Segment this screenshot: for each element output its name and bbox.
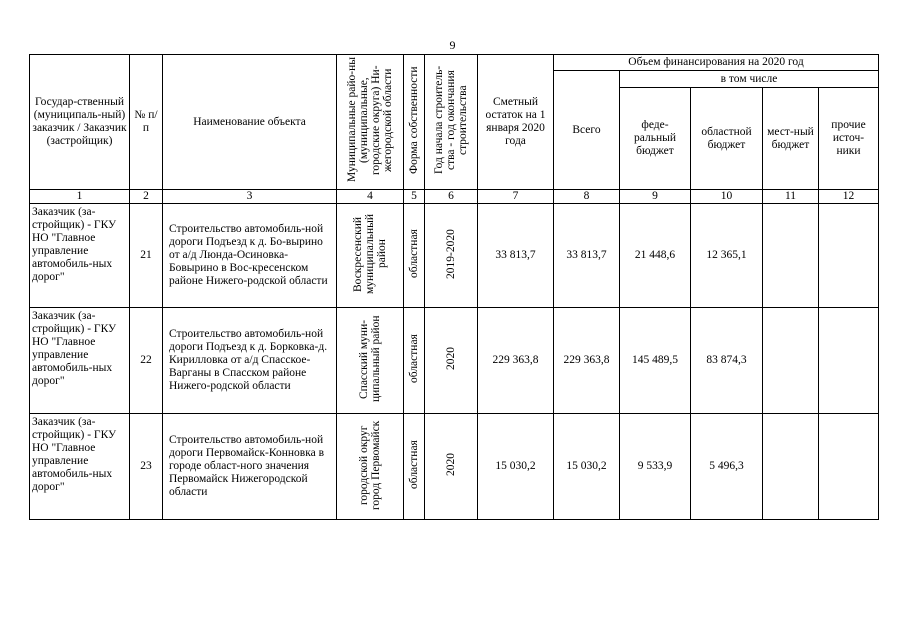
object-cell: Строительство автомобиль-ной дороги Подъезд к д. Бо-вырино от а/д Люнда-Осиновка-Бовырино в Вос-кресенском районе Нижего-родской области [163, 204, 337, 308]
object-cell: Строительство автомобиль-ной дороги Подъезд к д. Борковка-д. Кирилловка от а/д Спасское-Варганы в Спасском районе Нижего-родской области [163, 308, 337, 414]
ownership-cell: областная [404, 204, 425, 308]
local-cell [763, 204, 819, 308]
column-number: 6 [425, 190, 478, 204]
municipality-cell: Воскресенский муниципальный район [337, 204, 404, 308]
header-including: в том числе [620, 71, 879, 88]
header-municipality: Муниципальные райо-ны (муниципальные, городские округа) Ни-жегородской области [337, 55, 404, 190]
header-federal: феде-ральный бюджет [620, 88, 691, 190]
header-other: прочие источ-ники [819, 88, 879, 190]
local-cell [763, 414, 819, 520]
total-cell: 229 363,8 [554, 308, 620, 414]
years-cell: 2019-2020 [425, 204, 478, 308]
total-cell: 15 030,2 [554, 414, 620, 520]
estimate-cell: 229 363,8 [478, 308, 554, 414]
header-financing: Объем финансирования на 2020 год [554, 55, 879, 71]
federal-cell: 21 448,6 [620, 204, 691, 308]
federal-cell: 9 533,9 [620, 414, 691, 520]
regional-cell: 83 874,3 [691, 308, 763, 414]
column-number: 7 [478, 190, 554, 204]
column-number: 12 [819, 190, 879, 204]
municipality-cell: Спасский муни-ципальный район [337, 308, 404, 414]
other-cell [819, 308, 879, 414]
header-object-name: Наименование объекта [163, 55, 337, 190]
other-cell [819, 204, 879, 308]
table-row [30, 414, 879, 520]
table-row [30, 204, 879, 308]
header-row-1 [30, 55, 879, 71]
column-number: 8 [554, 190, 620, 204]
estimate-cell: 33 813,7 [478, 204, 554, 308]
header-customer: Государ-ственный (муниципаль-ный) заказчик / Заказчик (застройщик) [30, 55, 130, 190]
column-number: 11 [763, 190, 819, 204]
column-numbers-row [30, 190, 879, 204]
ownership-cell: областная [404, 308, 425, 414]
estimate-cell: 15 030,2 [478, 414, 554, 520]
header-total: Всего [554, 71, 620, 190]
customer-cell: Заказчик (за-стройщик) - ГКУ НО "Главное управление автомобиль-ных дорог" [30, 204, 130, 308]
years-cell: 2020 [425, 308, 478, 414]
local-cell [763, 308, 819, 414]
num-cell: 23 [130, 414, 163, 520]
header-ownership: Форма собственности [404, 55, 425, 190]
municipality-cell: городской округ город Первомайск [337, 414, 404, 520]
financing-table [29, 54, 879, 520]
customer-cell: Заказчик (за-стройщик) - ГКУ НО "Главное управление автомобиль-ных дорог" [30, 308, 130, 414]
table-row [30, 308, 879, 414]
years-cell: 2020 [425, 414, 478, 520]
customer-cell: Заказчик (за-стройщик) - ГКУ НО "Главное управление автомобиль-ных дорог" [30, 414, 130, 520]
column-number: 10 [691, 190, 763, 204]
total-cell: 33 813,7 [554, 204, 620, 308]
header-num: № п/п [130, 55, 163, 190]
column-number: 3 [163, 190, 337, 204]
column-number: 5 [404, 190, 425, 204]
header-regional: областной бюджет [691, 88, 763, 190]
other-cell [819, 414, 879, 520]
header-estimate: Сметный остаток на 1 января 2020 года [478, 55, 554, 190]
page-number: 9 [449, 38, 456, 52]
regional-cell: 5 496,3 [691, 414, 763, 520]
num-cell: 21 [130, 204, 163, 308]
column-number: 2 [130, 190, 163, 204]
regional-cell: 12 365,1 [691, 204, 763, 308]
num-cell: 22 [130, 308, 163, 414]
object-cell: Строительство автомобиль-ной дороги Первомайск-Конновка в городе област-ного значения Первомайск Нижегородской области [163, 414, 337, 520]
ownership-cell: областная [404, 414, 425, 520]
column-number: 9 [620, 190, 691, 204]
column-number: 1 [30, 190, 130, 204]
header-local: мест-ный бюджет [763, 88, 819, 190]
column-number: 4 [337, 190, 404, 204]
federal-cell: 145 489,5 [620, 308, 691, 414]
header-years: Год начала строитель-ства - год окончания строительства [425, 55, 478, 190]
